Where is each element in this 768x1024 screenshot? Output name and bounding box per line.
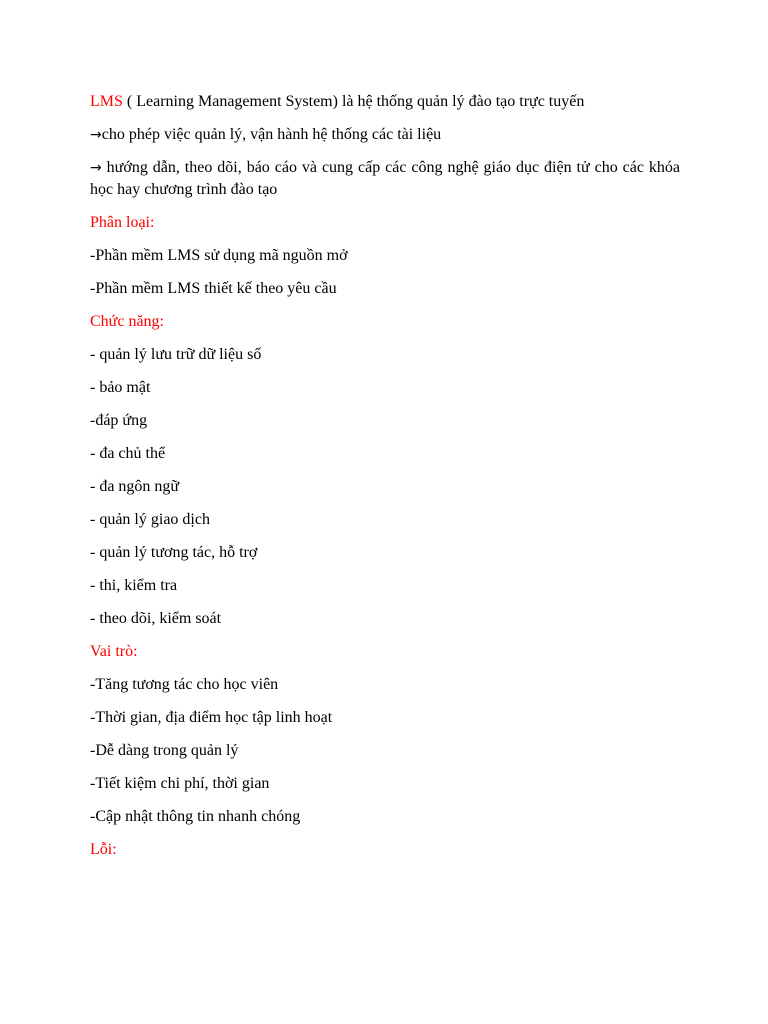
function-item: - đa chủ thể	[90, 445, 166, 462]
lms-definition-text: ( Learning Management System) là hệ thống quản lý đào tạo trực tuyến	[122, 93, 585, 110]
lms-point-1	[90, 124, 680, 146]
function-item: - quản lý tương tác, hỗ trợ	[90, 544, 258, 561]
lms-term: LMS	[90, 93, 123, 110]
classification-heading: Phân loại:	[90, 214, 155, 231]
lms-definition	[90, 91, 680, 113]
function-item: - quản lý lưu trữ dữ liệu số	[90, 346, 262, 363]
function-item: -đáp ứng	[90, 412, 148, 429]
roles-heading: Vai trò:	[90, 643, 138, 660]
role-item: -Dễ dàng trong quản lý	[90, 742, 239, 759]
role-item: -Cập nhật thông tin nhanh chóng	[90, 808, 301, 825]
functions-heading: Chức năng:	[90, 313, 164, 330]
role-item: -Thời gian, địa điểm học tập linh hoạt	[90, 709, 333, 726]
function-item: - theo dõi, kiểm soát	[90, 610, 222, 627]
role-item: -Tăng tương tác cho học viên	[90, 676, 279, 693]
errors-heading: Lỗi:	[90, 841, 117, 858]
classification-item: -Phần mềm LMS sử dụng mã nguồn mở	[90, 247, 348, 264]
right-arrow-icon: →	[90, 127, 102, 143]
function-item: - thi, kiểm tra	[90, 577, 178, 594]
lms-point-2	[90, 157, 680, 201]
document-page	[90, 91, 680, 872]
classification-item: -Phần mềm LMS thiết kế theo yêu cầu	[90, 280, 337, 297]
lms-point-1-text: cho phép việc quản lý, vận hành hệ thống các tài liệu	[101, 126, 442, 143]
function-item: - đa ngôn ngữ	[90, 478, 180, 495]
role-item: -Tiết kiệm chi phí, thời gian	[90, 775, 270, 792]
function-item: - bảo mật	[90, 379, 151, 396]
function-item: - quản lý giao dịch	[90, 511, 210, 528]
lms-point-2-text: hướng dẫn, theo dõi, báo cáo và cung cấp các công nghệ giáo dục điện tử cho các khóa học hay chương trình đào tạo	[90, 159, 680, 198]
right-arrow-icon: →	[90, 160, 102, 176]
